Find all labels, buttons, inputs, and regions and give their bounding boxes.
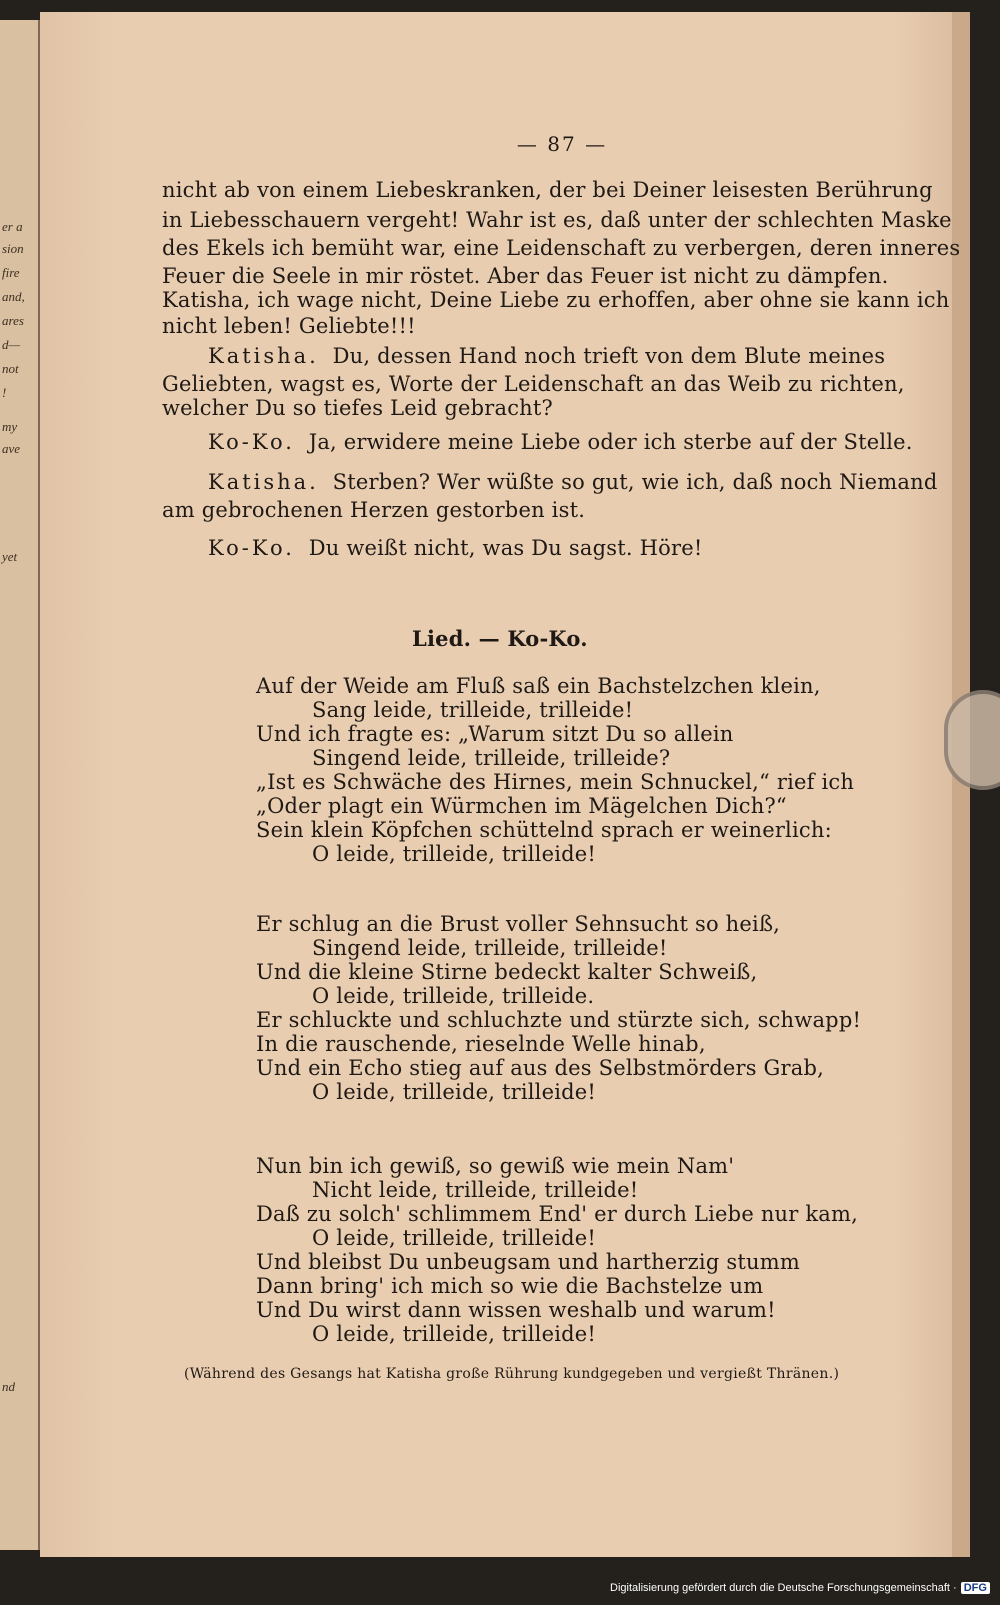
dialogue-line: Geliebten, wagst es, Worte der Leidenschaft an das Weib zu richten, — [162, 372, 905, 396]
prose-line: in Liebesschauern vergeht! Wahr ist es, daß unter der schlechten Maske — [162, 208, 952, 232]
fragment: ! — [2, 385, 7, 400]
fragment: sion — [2, 241, 24, 256]
verse-line: Sein klein Köpfchen schüttelnd sprach er weinerlich: — [256, 818, 832, 842]
fragment: fire — [2, 265, 20, 280]
previous-page-edge — [0, 20, 40, 1550]
speaker-name: Ko-Ko. — [208, 536, 295, 560]
credit-text: Digitalisierung gefördert durch die Deutsche Forschungsgemeinschaft · — [610, 1582, 957, 1594]
dialogue-line — [208, 344, 885, 368]
book-page — [40, 12, 970, 1557]
fragment: ave — [2, 441, 21, 456]
prose-line: Katisha, ich wage nicht, Deine Liebe zu erhoffen, aber ohne sie kann ich — [162, 288, 950, 312]
verse-line: „Oder plagt ein Würmchen im Mägelchen Dich?“ — [256, 794, 787, 818]
verse-line: Singend leide, trilleide, trilleide? — [312, 746, 671, 770]
verse-line: O leide, trilleide, trilleide! — [312, 1080, 597, 1104]
page-number: — 87 — — [516, 132, 608, 156]
dialogue-text: Du, dessen Hand noch trieft von dem Blute meines — [332, 344, 886, 368]
fragment: nd — [2, 1379, 15, 1394]
verse-line: Nun bin ich gewiß, so gewiß wie mein Nam' — [256, 1154, 735, 1178]
speaker-name: Ko-Ko. — [208, 430, 295, 454]
verse-line: Und ein Echo stieg auf aus des Selbstmörders Grab, — [256, 1056, 825, 1080]
verse-line: Und die kleine Stirne bedeckt kalter Schweiß, — [256, 960, 758, 984]
speaker-name: Katisha. — [208, 344, 319, 368]
prose-line: nicht ab von einem Liebeskranken, der bei Deiner leisesten Berührung — [162, 178, 933, 202]
verse-line: O leide, trilleide, trilleide! — [312, 1226, 597, 1250]
digitization-credit — [610, 1582, 990, 1594]
prose-line: nicht leben! Geliebte!!! — [162, 314, 416, 338]
dialogue-line — [208, 470, 937, 494]
fragment: ares — [2, 313, 24, 328]
fragment: not — [2, 361, 19, 376]
prose-line: Feuer die Seele in mir röstet. Aber das Feuer ist nicht zu dämpfen. — [162, 264, 889, 288]
dialogue-text: Sterben? Wer wüßte so gut, wie ich, daß noch Niemand — [332, 470, 938, 494]
dialogue-line — [208, 430, 913, 454]
dialogue-line: welcher Du so tiefes Leid gebracht? — [162, 396, 553, 420]
dialogue-line — [208, 536, 702, 560]
verse-line: Singend leide, trilleide, trilleide! — [312, 936, 668, 960]
fragment: my — [2, 419, 18, 434]
speaker-name: Katisha. — [208, 470, 319, 494]
verse-line: Er schluckte und schluchzte und stürzte sich, schwapp! — [256, 1008, 862, 1032]
verse-line: In die rauschende, rieselnde Welle hinab, — [256, 1032, 706, 1056]
dialogue-text: Ja, erwidere meine Liebe oder ich sterbe auf der Stelle. — [308, 430, 913, 454]
verse-line: Und bleibst Du unbeugsam und hartherzig stumm — [256, 1250, 800, 1274]
dialogue-line: am gebrochenen Herzen gestorben ist. — [162, 498, 586, 522]
prose-line: des Ekels ich bemüht war, eine Leidenschaft zu verbergen, deren inneres — [162, 236, 961, 260]
verse-line: Und ich fragte es: „Warum sitzt Du so allein — [256, 722, 734, 746]
verse-line: O leide, trilleide, trilleide! — [312, 1322, 597, 1346]
dfg-logo: DFG — [961, 1582, 990, 1594]
fragment: d— — [2, 337, 21, 352]
verse-line: Sang leide, trilleide, trilleide! — [312, 698, 634, 722]
stage-direction: (Während des Gesangs hat Katisha große Rührung kundgegeben und vergießt Thränen.) — [184, 1366, 840, 1382]
verse-line: Nicht leide, trilleide, trilleide! — [312, 1178, 639, 1202]
verse-line: Dann bring' ich mich so wie die Bachstelze um — [256, 1274, 764, 1298]
verse-line: O leide, trilleide, trilleide. — [312, 984, 595, 1008]
verse-line: Und Du wirst dann wissen weshalb und warum! — [256, 1298, 776, 1322]
page-clip — [944, 690, 1000, 790]
fragment: and, — [2, 289, 25, 304]
verse-line: O leide, trilleide, trilleide! — [312, 842, 597, 866]
verse-line: „Ist es Schwäche des Hirnes, mein Schnuckel,“ rief ich — [256, 770, 855, 794]
fragment: yet — [2, 549, 18, 564]
dialogue-text: Du weißt nicht, was Du sagst. Höre! — [308, 536, 703, 560]
verse-line: Daß zu solch' schlimmem End' er durch Liebe nur kam, — [256, 1202, 859, 1226]
verse-line: Auf der Weide am Fluß saß ein Bachstelzchen klein, — [256, 674, 821, 698]
verse-line: Er schlug an die Brust voller Sehnsucht so heiß, — [256, 912, 781, 936]
fragment: er a — [2, 219, 23, 234]
song-title: Lied. — Ko-Ko. — [412, 626, 588, 651]
